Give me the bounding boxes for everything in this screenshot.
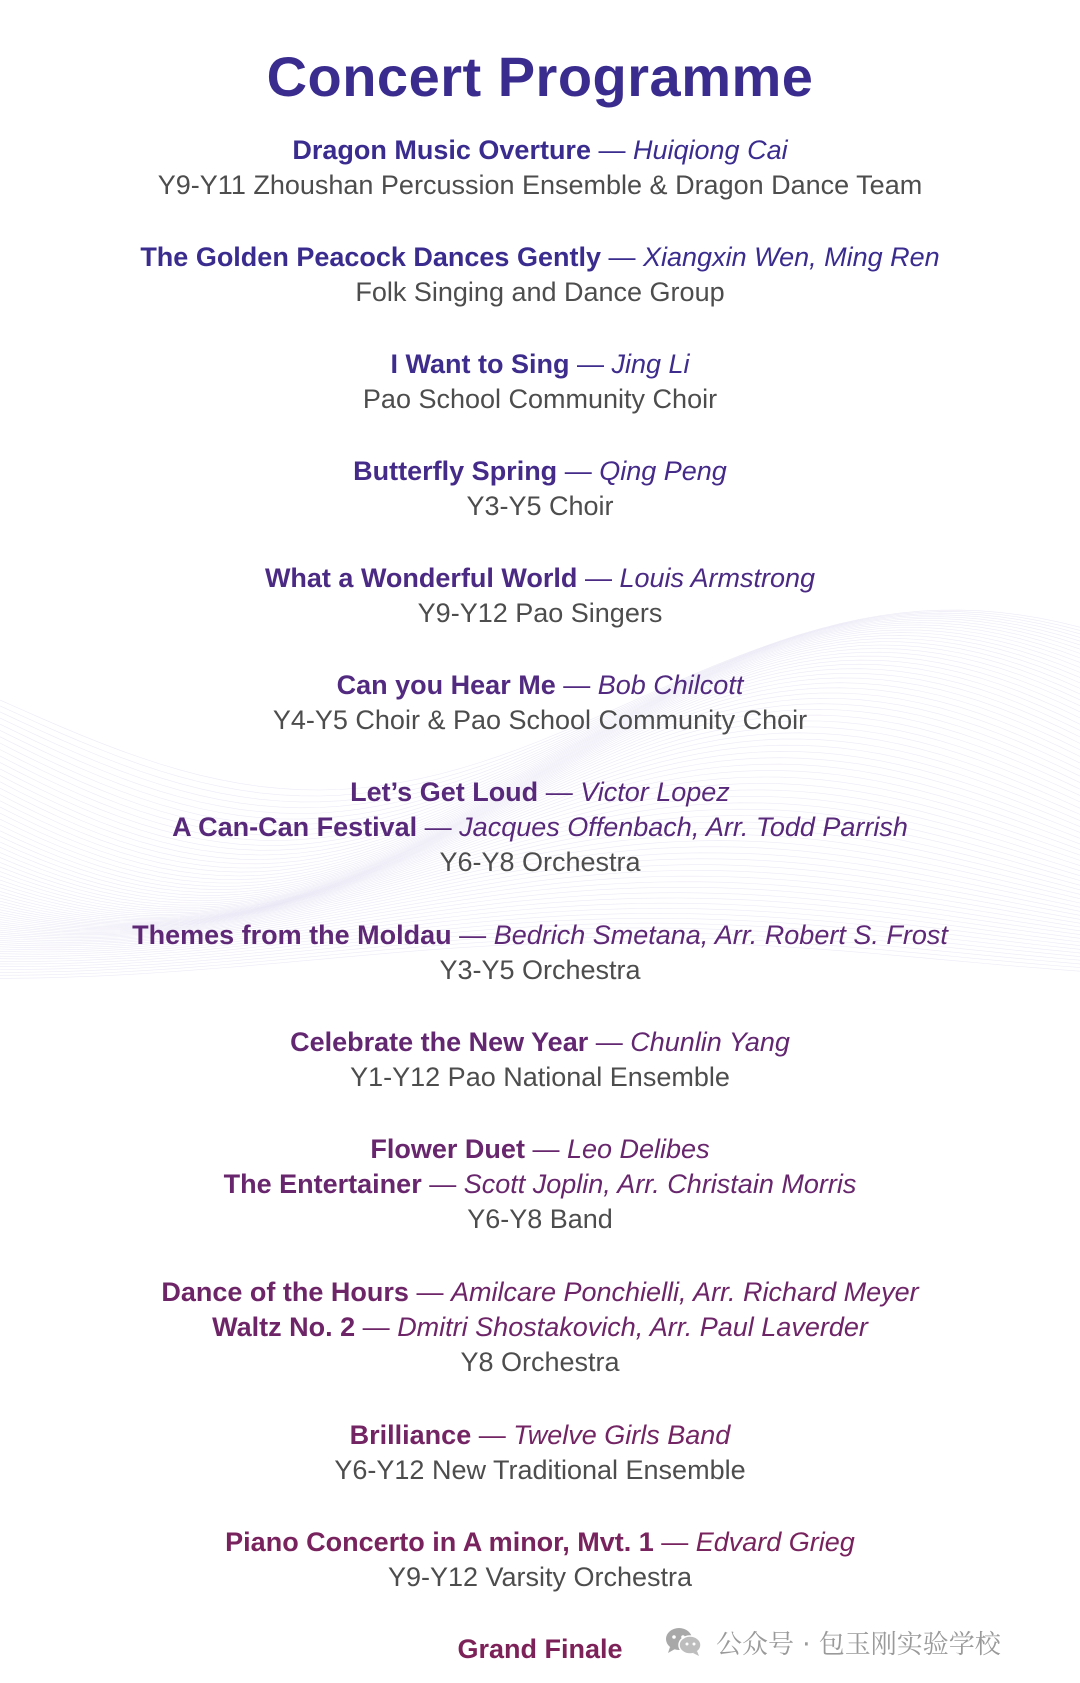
programme-piece-line	[0, 775, 1080, 809]
performer-name: Y4-Y5 Choir & Pao School Community Choir	[272, 705, 808, 735]
programme-piece-line	[0, 1025, 1080, 1059]
composer-name: Amilcare Ponchielli, Arr. Richard Meyer	[450, 1277, 919, 1307]
programme-piece-line	[0, 240, 1080, 274]
performer-name: Y3-Y5 Choir	[466, 491, 614, 521]
piece-title: Brilliance	[349, 1420, 472, 1450]
performer-name: Y9-Y11 Zhoushan Percussion Ensemble & Dragon Dance Team	[157, 170, 923, 200]
programme-piece-line	[0, 918, 1080, 952]
composer-name: Bedrich Smetana, Arr. Robert S. Frost	[493, 920, 948, 950]
programme-piece-line	[0, 810, 1080, 844]
composer-name: Victor Lopez	[580, 777, 730, 807]
performer-name: Y6-Y8 Orchestra	[439, 847, 641, 877]
em-dash: —	[564, 456, 592, 486]
performer-name: Y3-Y5 Orchestra	[439, 955, 641, 985]
performer-name: Y6-Y12 New Traditional Ensemble	[334, 1455, 746, 1485]
performer-name: Y8 Orchestra	[460, 1347, 620, 1377]
composer-name: Dmitri Shostakovich, Arr. Paul Laverder	[397, 1312, 868, 1342]
piece-title: Flower Duet	[370, 1134, 525, 1164]
composer-name: Louis Armstrong	[619, 563, 816, 593]
piece-title: Dragon Music Overture	[292, 135, 591, 165]
programme-piece-line	[0, 133, 1080, 167]
programme-piece-line	[0, 347, 1080, 381]
wechat-icon	[664, 1626, 704, 1658]
performer-name: Y6-Y8 Band	[467, 1204, 613, 1234]
composer-name: Jing Li	[611, 349, 690, 379]
composer-name: Bob Chilcott	[597, 670, 744, 700]
em-dash: —	[532, 1134, 560, 1164]
programme-piece-line	[0, 454, 1080, 488]
em-dash: —	[576, 349, 604, 379]
piece-title: Piano Concerto in A minor, Mvt. 1	[225, 1527, 654, 1557]
em-dash: —	[478, 1420, 506, 1450]
performer-name: Folk Singing and Dance Group	[355, 277, 725, 307]
performer-name: Pao School Community Choir	[362, 384, 718, 414]
em-dash: —	[429, 1169, 457, 1199]
composer-name: Leo Delibes	[566, 1134, 710, 1164]
piece-title: Let’s Get Loud	[350, 777, 539, 807]
composer-name: Edvard Grieg	[695, 1527, 855, 1557]
piece-title: Themes from the Moldau	[132, 920, 452, 950]
page-title: Concert Programme	[266, 45, 814, 108]
programme-piece-line	[0, 1275, 1080, 1309]
piece-title: What a Wonderful World	[264, 563, 578, 593]
composer-name: Huiqiong Cai	[633, 135, 788, 165]
performer-name: Y1-Y12 Pao National Ensemble	[350, 1062, 730, 1092]
em-dash: —	[563, 670, 591, 700]
programme-piece-line	[0, 1167, 1080, 1201]
watermark	[664, 1625, 1001, 1659]
em-dash: —	[608, 242, 636, 272]
programme-piece-line	[0, 1132, 1080, 1166]
programme-piece-line	[0, 1525, 1080, 1559]
piece-title: The Entertainer	[223, 1169, 422, 1199]
piece-title: The Golden Peacock Dances Gently	[140, 242, 601, 272]
piece-title: Butterfly Spring	[353, 456, 558, 486]
performer-name: Y9-Y12 Pao Singers	[417, 598, 663, 628]
composer-name: Jacques Offenbach, Arr. Todd Parrish	[459, 812, 908, 842]
composer-name: Chunlin Yang	[630, 1027, 790, 1057]
grand-finale: Grand Finale	[457, 1634, 623, 1664]
em-dash: —	[661, 1527, 689, 1557]
em-dash: —	[416, 1277, 444, 1307]
composer-name: Scott Joplin, Arr. Christain Morris	[463, 1169, 857, 1199]
piece-title: Dance of the Hours	[161, 1277, 409, 1307]
em-dash: —	[545, 777, 573, 807]
composer-name: Qing Peng	[599, 456, 727, 486]
performer-name: Y9-Y12 Varsity Orchestra	[387, 1562, 693, 1592]
programme-piece-line	[0, 561, 1080, 595]
piece-title: Waltz No. 2	[212, 1312, 356, 1342]
em-dash: —	[598, 135, 626, 165]
piece-title: I Want to Sing	[390, 349, 570, 379]
em-dash: —	[584, 563, 612, 593]
piece-title: Celebrate the New Year	[290, 1027, 589, 1057]
em-dash: —	[362, 1312, 390, 1342]
programme-piece-line	[0, 1418, 1080, 1452]
em-dash: —	[459, 920, 487, 950]
piece-title: A Can-Can Festival	[172, 812, 418, 842]
em-dash: —	[595, 1027, 623, 1057]
programme-piece-line	[0, 668, 1080, 702]
piece-title: Can you Hear Me	[336, 670, 556, 700]
composer-name: Xiangxin Wen, Ming Ren	[643, 242, 940, 272]
em-dash: —	[424, 812, 452, 842]
watermark-text: 公众号 · 包玉刚实验学校	[716, 1629, 1001, 1660]
programme-piece-line	[0, 1310, 1080, 1344]
composer-name: Twelve Girls Band	[513, 1420, 731, 1450]
